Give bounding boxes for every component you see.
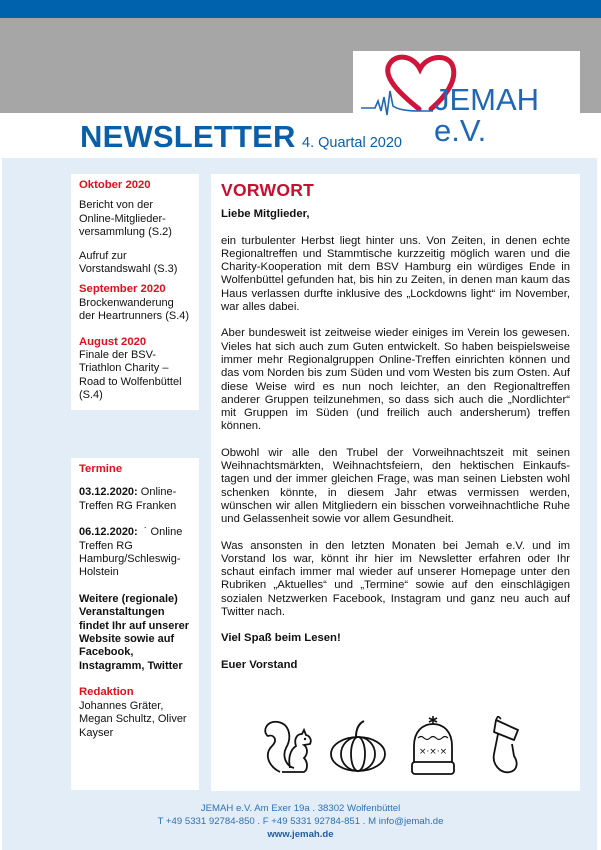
christmas-stocking-icon [488, 716, 524, 778]
page-title: NEWSLETTER [80, 119, 296, 154]
event-item [79, 486, 191, 513]
pumpkin-icon [328, 716, 388, 776]
vorwort-heading: VORWORT [221, 180, 315, 200]
top-bar [0, 0, 601, 18]
section-heading-august: August 2020 [79, 335, 147, 348]
section-heading-oktober: Oktober 2020 [79, 179, 151, 191]
jemah-logo [353, 51, 580, 148]
signature: Euer Vorstand [221, 658, 298, 671]
seasonal-icons [260, 716, 530, 778]
redaktion-names: Johannes Gräter, Megan Schultz, Oliver Kayser [79, 699, 187, 739]
termine-heading: Termine [79, 463, 123, 475]
event-text: ˙ Online Treffen RG Hamburg/Schleswig-Holstein [79, 526, 183, 579]
paragraph: Aber bundesweit ist zeitweise wieder einiges im Verein los gewesen. Vieles hat sich auch zum Guten entwickelt. So haben beispielsweise immer mehr Regionalgruppen Online-Treffen einrichten können und das vom Norden bis zum Süden und vom Westen bis zum Osten. Auf diese Weise wird es nun noch leichter, an den Regionaltreffen anderer Gruppen teilzunehmen, so dass sich auch die „Nordlichter“ mit Gruppen im Süden (und freilich auch andersherum) treffen können. [221, 327, 570, 433]
contents-item[interactable]: Finale der BSV-Triathlon Charity – Road to Wolfenbüttel (S.4) [79, 349, 182, 402]
paragraph: Obwohl wir alle den Trubel der Vorweihnachtszeit mit seinen Weihnachtsmärkten, Weihnachtsfeiern, den hektischen Einkaufs-tagen und der immer gleichen Frage, was man seinen Liebsten wohl schenken könnte, in diesem Jahr etwas vermissen werden, wünschen wir allen Mitgliedern ein bisschen vorweihnachtliche Ruhe und Gelassenheit sowie vor allem Gesundheit. [221, 446, 570, 526]
greeting: Liebe Mitglieder, [221, 208, 310, 221]
squirrel-icon [260, 716, 314, 776]
knit-hat-icon [410, 716, 456, 778]
svg-text:×·×·×: ×·×·× [418, 747, 448, 757]
contents-item[interactable]: Aufruf zur Vorstandswahl (S.3) [79, 249, 178, 276]
footer-contact: T +49 5331 92784-850 . F +49 5331 92784-851 . M info@jemah.de [157, 816, 444, 827]
logo-text: JEMAH e.V. [434, 82, 540, 148]
vorwort-card [211, 174, 580, 791]
newsletter-header [80, 119, 402, 155]
event-date: 03.12.2020: [79, 486, 138, 499]
event-item [79, 526, 191, 580]
events-note: Weitere (regionale) Veranstaltungen findet Ihr auf unserer Website sowie auf Facebook, Instagramm, Twitter [79, 592, 190, 672]
event-date: 06.12.2020: [79, 526, 138, 539]
termine-card [71, 458, 199, 790]
contents-card [71, 174, 199, 410]
paragraph: ein turbulenter Herbst liegt hinter uns. Von Zeiten, in denen echte Regionaltreffen und Stammtische kurzzeitig möglich waren und die Charity-Kooperation mit dem BSV Hamburg ein würdiges Ende in Wolfenbüttel gefunden hat, bis hin zu Zeiten, in denen man kaum das Haus verlassen durfte inklusive des „Lockdowns light“ im November, war alles dabei. [221, 234, 570, 314]
footer [0, 802, 601, 841]
event-text: Online-Treffen RG Franken [79, 486, 177, 512]
footer-address: JEMAH e.V. Am Exer 19a . 38302 Wolfenbüttel [200, 803, 401, 814]
contents-item[interactable]: Brockenwanderung der Heartrunners (S.4) [79, 296, 190, 323]
closing: Viel Spaß beim Lesen! [221, 632, 341, 645]
website-link[interactable]: www.jemah.de [267, 829, 334, 840]
redaktion-heading: Redaktion [79, 686, 134, 699]
page-subtitle: 4. Quartal 2020 [302, 135, 402, 151]
contents-item[interactable]: Bericht von der Online-Mitglieder-versammlung (S.2) [79, 199, 172, 239]
paragraph: Was ansonsten in den letzten Monaten bei Jemah e.V. und im Vorstand los war, könnt ihr hier im Newsletter erfahren oder Ihr schaut einfach immer mal wieder auf unserer Homepage unter den Rubriken „Aktuelles“ und „Termine“ sowie auf den einschlägigen sozialen Netzwerken Facebook, Instagram und ganz neu auch auf Twitter nach. [221, 539, 570, 619]
section-heading-september: September 2020 [79, 283, 166, 296]
